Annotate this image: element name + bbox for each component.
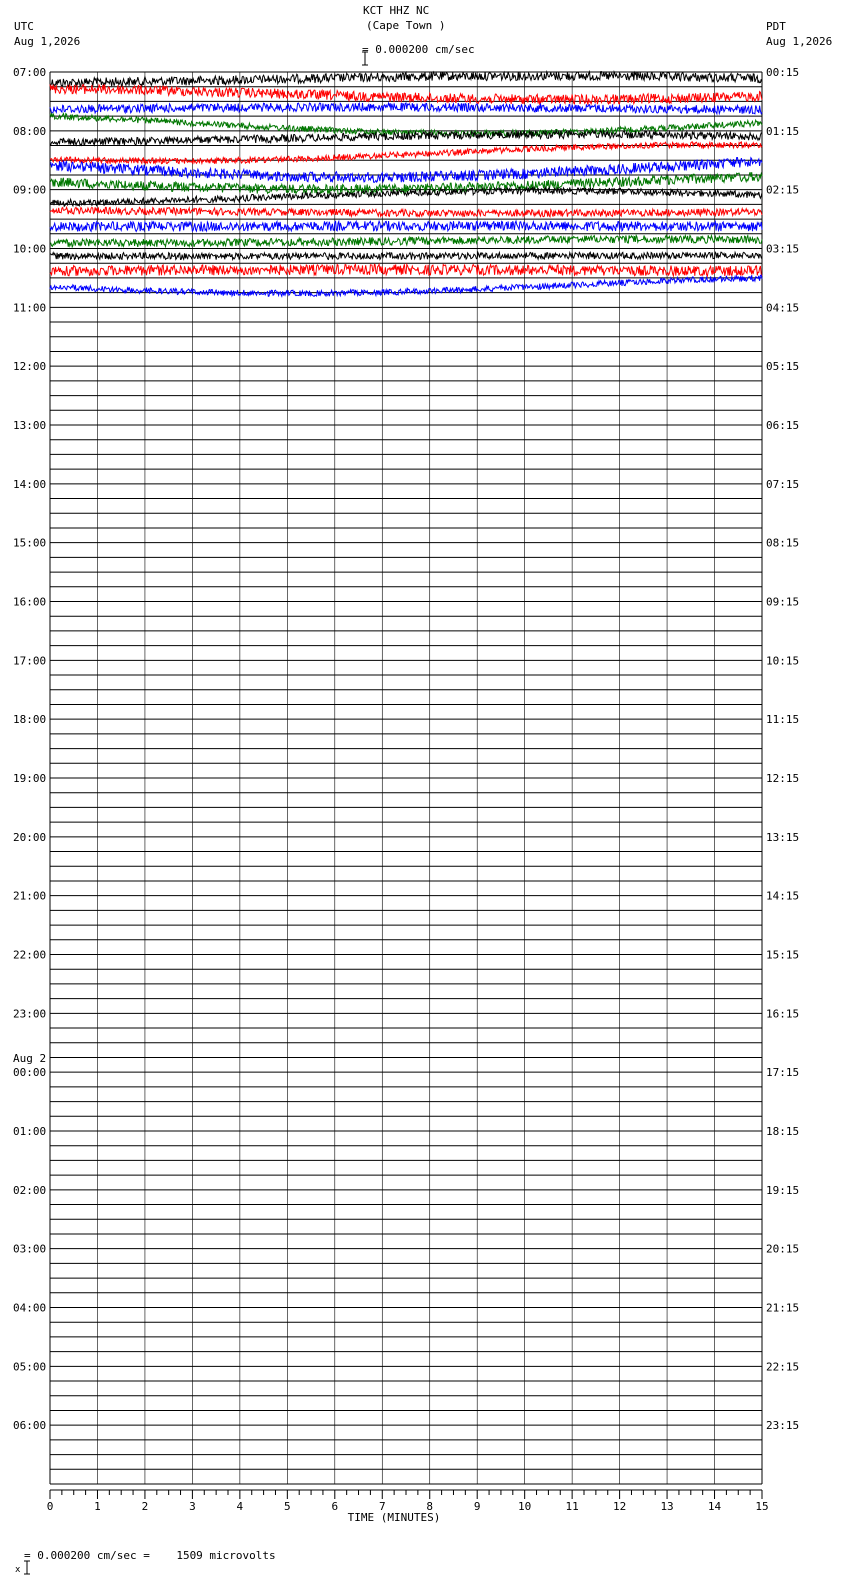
seismic-trace — [50, 252, 762, 259]
footer-scale-bar-icon — [2, 1546, 21, 1575]
pdt-hour-label: 08:15 — [766, 536, 800, 550]
left-timezone: UTC — [14, 20, 34, 33]
pdt-hour-label: 15:15 — [766, 948, 800, 962]
x-tick-label: 10 — [518, 1500, 532, 1513]
pdt-hour-label: 13:15 — [766, 830, 800, 844]
x-tick-label: 0 — [46, 1500, 54, 1513]
x-tick-label: 7 — [378, 1500, 386, 1513]
x-tick-label: 2 — [141, 1500, 149, 1513]
utc-hour-label: 23:00 — [13, 1007, 47, 1021]
utc-hour-label: 01:00 — [13, 1125, 47, 1138]
utc-hour-label: 00:00 — [13, 1066, 47, 1080]
seismic-trace — [50, 221, 762, 231]
x-tick-label: 4 — [236, 1500, 244, 1513]
seismic-traces — [50, 72, 762, 297]
seismic-trace — [50, 103, 762, 114]
utc-hour-label: 04:00 — [13, 1301, 47, 1315]
utc-hour-label: 13:00 — [13, 419, 47, 432]
svg-text:x: x — [15, 1565, 21, 1575]
x-axis-label: TIME (MINUTES) — [347, 1511, 441, 1524]
utc-hour-label: 07:00 — [13, 66, 47, 79]
seismic-trace — [50, 235, 762, 247]
pdt-hour-label: 09:15 — [766, 595, 800, 609]
seismic-trace — [50, 207, 762, 216]
pdt-hour-label: 01:15 — [766, 124, 800, 138]
utc-hour-label: 19:00 — [13, 772, 47, 785]
utc-hour-label: 14:00 — [13, 477, 47, 491]
pdt-hour-label: 22:15 — [766, 1360, 800, 1374]
utc-hour-label: 12:00 — [13, 360, 47, 374]
utc-hour-label: 15:00 — [13, 536, 47, 550]
left-date: Aug 1,2026 — [14, 35, 81, 48]
x-tick-label: 8 — [426, 1500, 434, 1513]
station-location: (Cape Town ) — [366, 19, 446, 32]
pdt-hour-label: 07:15 — [766, 477, 800, 491]
pdt-hour-label: 10:15 — [766, 654, 800, 668]
utc-hour-label: 10:00 — [13, 242, 47, 256]
x-tick-label: 5 — [284, 1500, 291, 1513]
utc-hour-label: 05:00 — [13, 1360, 47, 1374]
x-tick-label: 11 — [565, 1500, 579, 1513]
right-date: Aug 1,2026 — [766, 35, 833, 48]
x-tick-label: 9 — [473, 1500, 481, 1513]
utc-hour-label: 17:00 — [13, 654, 47, 668]
utc-hour-label: 03:00 — [13, 1242, 47, 1256]
x-tick-label: 12 — [612, 1500, 627, 1513]
pdt-hour-label: 12:15 — [766, 772, 800, 785]
pdt-hour-label: 04:15 — [766, 301, 800, 315]
x-tick-label: 15 — [755, 1500, 769, 1513]
pdt-hour-label: 23:15 — [766, 1419, 800, 1433]
x-tick-label: 13 — [660, 1500, 674, 1513]
pdt-hour-label: 11:15 — [766, 713, 800, 727]
footer-scale-label: = 0.000200 cm/sec = 1509 microvolts — [24, 1549, 276, 1562]
pdt-hour-label: 05:15 — [766, 360, 800, 374]
utc-hour-label: 18:00 — [13, 713, 47, 727]
x-tick-label: 1 — [94, 1500, 101, 1513]
pdt-hour-label: 00:15 — [766, 66, 800, 79]
pdt-hour-label: 14:15 — [766, 889, 800, 903]
pdt-hour-label: 03:15 — [766, 242, 800, 256]
pdt-hour-label: 16:15 — [766, 1007, 800, 1021]
pdt-hour-label: 21:15 — [766, 1301, 800, 1315]
seismic-trace — [50, 72, 762, 88]
utc-hour-label: 06:00 — [13, 1419, 47, 1433]
date-change-label: Aug 2 — [13, 1052, 47, 1066]
utc-hour-label: 20:00 — [13, 830, 47, 844]
pdt-hour-label: 20:15 — [766, 1242, 800, 1256]
x-tick-label: 6 — [331, 1500, 339, 1513]
x-tick-label: 3 — [189, 1500, 196, 1513]
utc-hour-label: 08:00 — [13, 124, 47, 138]
pdt-hour-label: 17:15 — [766, 1066, 800, 1080]
x-tick-label: 14 — [707, 1500, 722, 1513]
utc-hour-label: 16:00 — [13, 595, 47, 609]
utc-hour-label: 02:00 — [13, 1183, 47, 1197]
pdt-hour-label: 02:15 — [766, 183, 800, 197]
pdt-hour-label: 06:15 — [766, 419, 800, 432]
scale-label: = 0.000200 cm/sec — [362, 43, 475, 56]
utc-hour-label: 22:00 — [13, 948, 47, 962]
utc-hour-label: 21:00 — [13, 889, 47, 903]
pdt-hour-label: 19:15 — [766, 1183, 800, 1197]
x-axis — [47, 1490, 769, 1524]
utc-hour-label: 11:00 — [13, 301, 47, 315]
station-title: KCT HHZ NC — [363, 4, 430, 17]
utc-hour-label: 09:00 — [13, 183, 47, 197]
seismic-trace — [50, 264, 762, 276]
right-timezone: PDT — [766, 20, 786, 33]
pdt-hour-label: 18:15 — [766, 1125, 800, 1138]
